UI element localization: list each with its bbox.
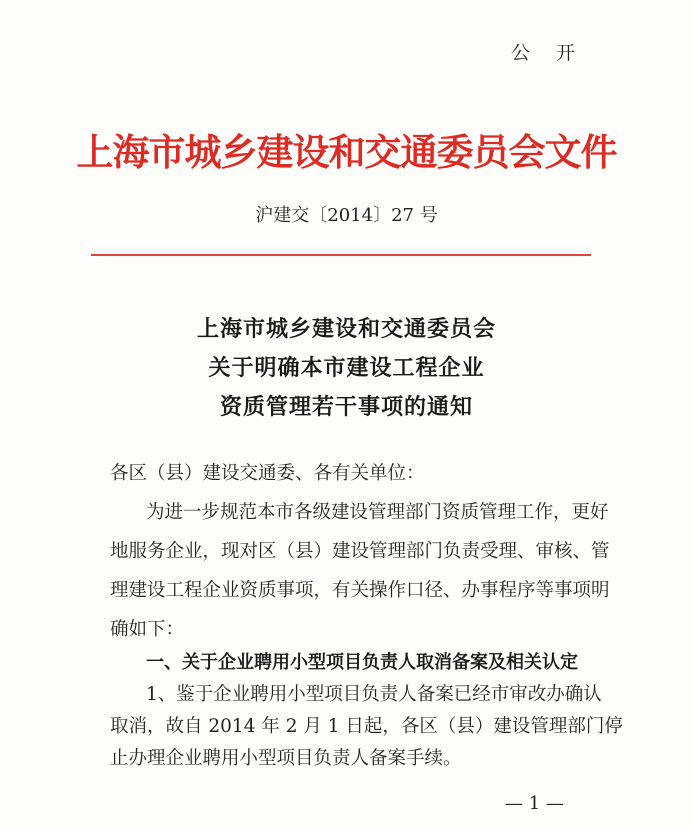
section-1-heading: 一、关于企业聘用小型项目负责人取消备案及相关认定: [146, 652, 578, 673]
addressee: 各区（县）建设交通委、各有关单位：: [110, 463, 425, 484]
document-title-line-2: 关于明确本市建设工程企业: [208, 356, 485, 381]
document-number: 沪建交〔2014〕27 号: [255, 205, 438, 226]
intro-line-3: 理建设工程企业资质事项，有关操作口径、办事程序等事项明: [110, 580, 610, 601]
intro-line-2: 地服务企业，现对区（县）建设管理部门负责受理、审核、管: [110, 541, 610, 562]
document-title-line-1: 上海市城乡建设和交通委员会: [196, 317, 496, 342]
page-number: — 1 —: [505, 793, 564, 814]
classification-label: 公 开: [510, 42, 585, 64]
item-1-line-2: 取消，故自 2014 年 2 月 1 日起，各区（县）建设管理部门停: [110, 716, 623, 737]
intro-line-1: 为进一步规范本市各级建设管理部门资质管理工作，更好: [146, 502, 609, 523]
issuer-title: 上海市城乡建设和交通委员会文件: [76, 130, 617, 174]
item-1-line-3: 止办理企业聘用小型项目负责人备案手续。: [110, 748, 462, 769]
intro-line-4: 确如下：: [110, 619, 185, 640]
item-1-line-1: 1、鉴于企业聘用小型项目负责人备案已经市审改办确认: [146, 684, 602, 705]
document-title-line-3: 资质管理若干事项的通知: [219, 395, 473, 420]
red-divider-line: [91, 254, 591, 256]
